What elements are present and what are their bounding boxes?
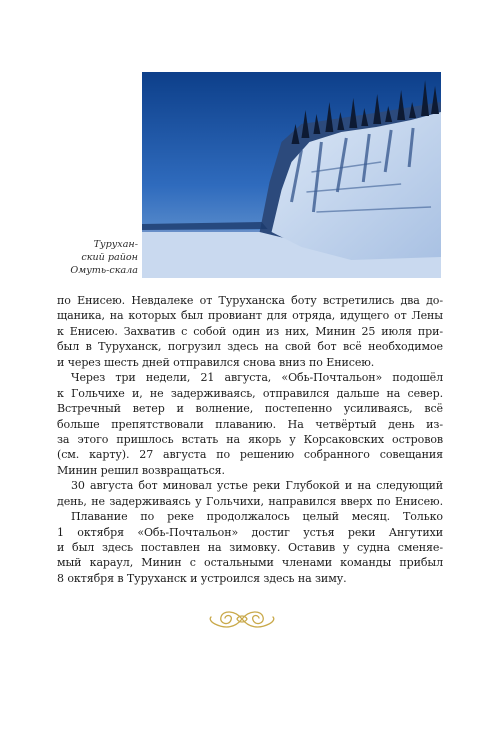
text-line: по Енисею. Невдалеке от Туруханска боту встретились два до- <box>57 294 443 307</box>
photo-caption <box>56 238 138 277</box>
text-line: к Енисею. Захватив с собой один из них, Минин 25 июля при- <box>57 324 443 338</box>
text-line: за этого пришлось встать на якорь у Корсаковских островов <box>57 432 443 446</box>
text-line: к Гольчихе и, не задерживаясь, отправился дальше на север. <box>57 386 443 400</box>
text-line: (см. карту). 27 августа по решению собранного совещания <box>57 448 443 462</box>
landscape-photo <box>142 72 441 278</box>
text-line: 1 октября «Обь-Почтальон» достиг устья реки Ангутихи <box>57 525 443 539</box>
text-line: и был здесь поставлен на зимовку. Оставив у судна сменяе- <box>57 541 443 555</box>
text-line: щаника, на которых был провиант для отряда, идущего от Лены <box>57 309 443 323</box>
caption-line: Омуть-скала <box>70 265 138 276</box>
flourish-ornament-icon <box>207 604 277 634</box>
text-line: Минин решил возвращаться. <box>57 463 225 477</box>
caption-line: Турухан- <box>93 239 138 250</box>
text-line: Через три недели, 21 августа, «Обь-Почтальон» подошёл <box>71 371 443 385</box>
text-line: Плавание по реке продолжалось целый месяц. Только <box>71 510 443 524</box>
text-line: был в Туруханск, погрузил здесь на свой бот всё необходимое <box>57 340 443 354</box>
text-line: 8 октября в Туруханск и устроился здесь на зиму. <box>57 571 347 585</box>
text-line: Встречный ветер и волнение, постепенно усиливаясь, всё <box>57 402 443 416</box>
body-text <box>57 293 443 586</box>
text-line: 30 августа бот миновал устье реки Глубокой и на следующий <box>71 479 443 493</box>
text-line: и через шесть дней отправился снова вниз по Енисею. <box>57 355 375 369</box>
text-line: день, не задерживаясь у Гольчихи, направился вверх по Енисею. <box>57 494 443 508</box>
text-line: мый караул, Минин с остальными членами команды прибыл <box>57 556 443 570</box>
caption-line: ский район <box>81 252 138 263</box>
text-line: больше препятствовали плаванию. На четвёртый день из- <box>57 417 443 431</box>
